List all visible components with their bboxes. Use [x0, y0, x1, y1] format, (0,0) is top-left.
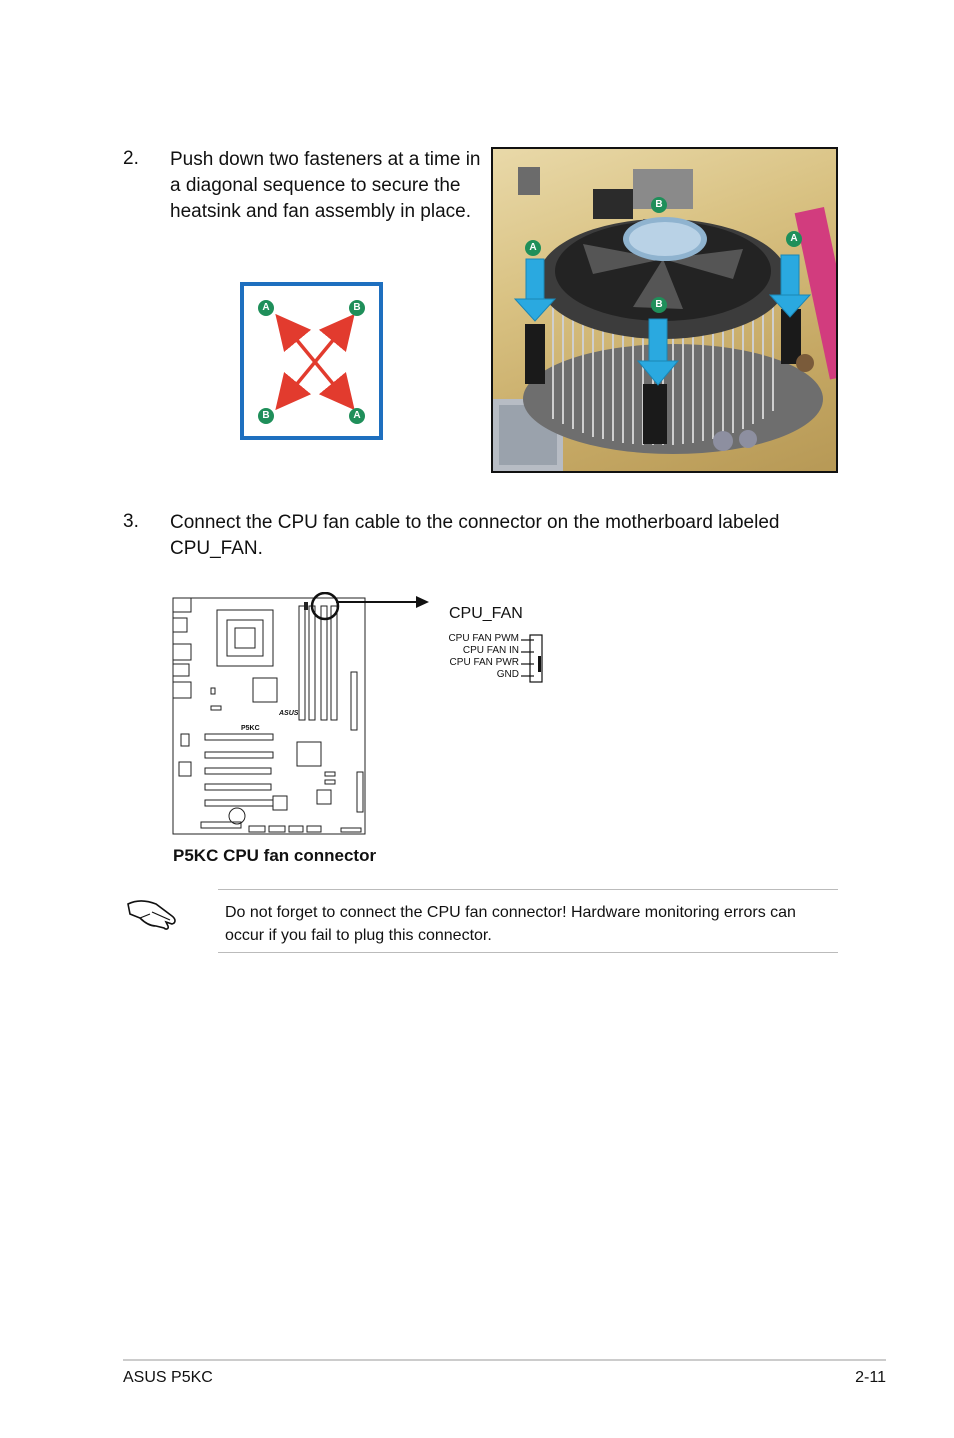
badge-bottom-left: B [258, 408, 274, 424]
pointer-arrow-icon [336, 594, 430, 610]
step-2-text: Push down two fasteners at a time in a diagonal sequence to secure the heatsink and fan assembly in place. [170, 149, 481, 222]
heatsink-photo [491, 147, 838, 473]
hand-pointing-icon [126, 890, 180, 932]
note-top-rule [218, 889, 838, 890]
step-3-number: 3. [123, 511, 139, 532]
photo-badge-a-left: A [525, 240, 541, 256]
footer-rule [123, 1359, 886, 1361]
motherboard-outline-icon [165, 592, 370, 838]
fastener-sequence-diagram [240, 282, 383, 440]
connector-caption: P5KC CPU fan connector [173, 846, 377, 865]
footer-page-number: 2-11 [855, 1369, 886, 1386]
pin-label-2: CPU FAN IN [462, 645, 519, 656]
badge-top-left: A [258, 300, 274, 316]
photo-badge-b-mid: B [651, 297, 667, 313]
board-logo: ASUS [279, 710, 299, 717]
cpu-fan-pin-list [420, 633, 519, 681]
board-chip-label: P5KC [241, 725, 260, 732]
photo-badge-b-top: B [651, 197, 667, 213]
footer-left: ASUS P5KC [123, 1369, 213, 1386]
pin-label-3: CPU FAN PWR [449, 657, 519, 668]
note-text: Do not forget to connect the CPU fan connector! Hardware monitoring errors can occur if you fail to plug this connector. [225, 904, 796, 944]
connector-header-icon [520, 634, 544, 684]
step-3-text: Connect the CPU fan cable to the connector on the motherboard labeled CPU_FAN. [170, 512, 780, 559]
note-bottom-rule [218, 952, 838, 953]
badge-bottom-right: A [349, 408, 365, 424]
cpu-fan-label: CPU_FAN [449, 605, 523, 622]
pin-label-1: CPU FAN PWM [448, 633, 519, 644]
pin-label-4: GND [496, 669, 519, 680]
photo-badge-a-right: A [786, 231, 802, 247]
motherboard-layout [165, 592, 370, 838]
step-2-number: 2. [123, 148, 139, 169]
badge-top-right: B [349, 300, 365, 316]
